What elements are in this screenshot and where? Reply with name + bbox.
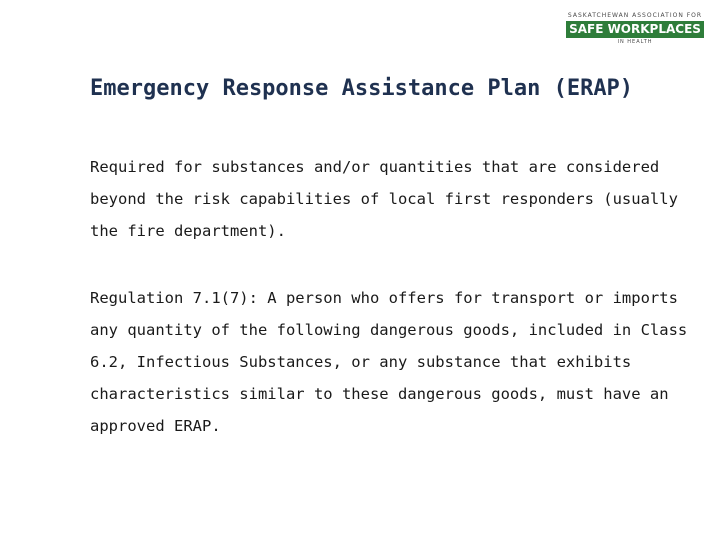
logo-top-text: SASKATCHEWAN ASSOCIATION FOR bbox=[567, 12, 703, 19]
logo-bottom-text: IN HEALTH bbox=[617, 39, 653, 45]
paragraph-regulation: Regulation 7.1(7): A person who offers for transport or imports any quantity of the following dangerous goods, included in Class 6.2, Infectious Substances, or any substance that exhibits characteristics similar to these dangerous goods, must have an approved ERAP. bbox=[90, 289, 688, 435]
paragraph-requirement: Required for substances and/or quantities that are considered beyond the risk capabilities of local first responders (usually the fire department). bbox=[90, 158, 678, 240]
slide-title: Emergency Response Assistance Plan (ERAP) bbox=[90, 76, 634, 101]
logo-main-text: SAFE WORKPLACES bbox=[566, 21, 704, 38]
organization-logo bbox=[566, 12, 704, 46]
